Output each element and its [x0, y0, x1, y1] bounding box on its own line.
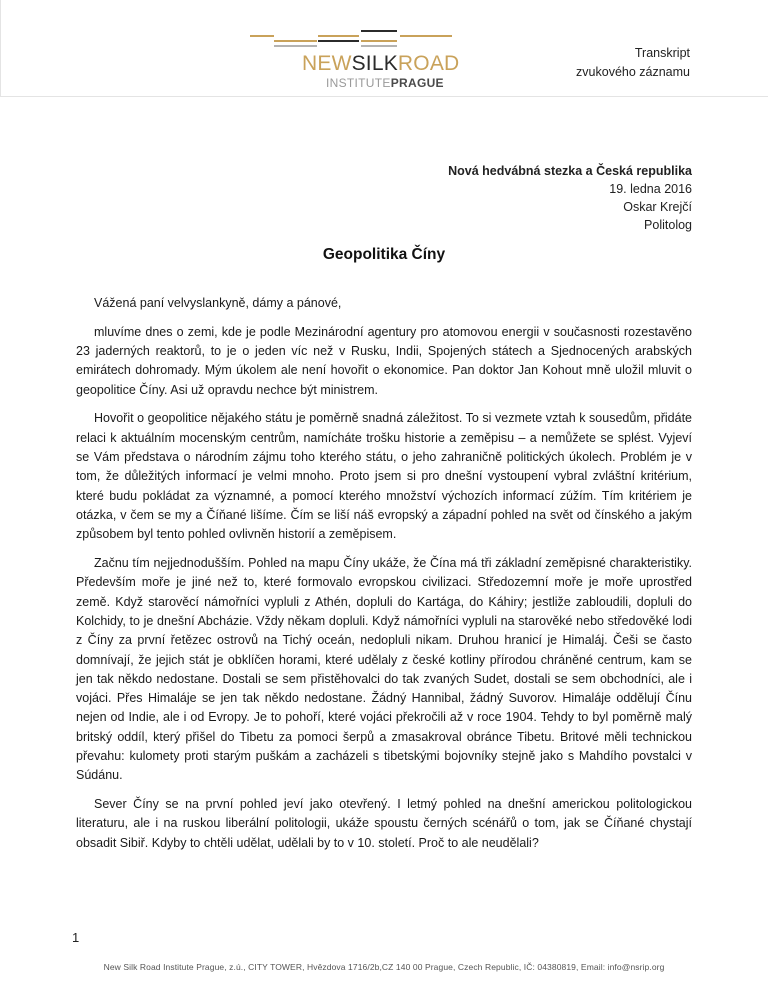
logo-subtitle: INSTITUTEPRAGUE	[326, 76, 444, 90]
logo-wordmark: NEWSILKROAD	[302, 52, 460, 75]
doc-type-line2: zvukového záznamu	[576, 65, 690, 79]
logo-lines-icon	[250, 28, 470, 50]
page-number: 1	[72, 930, 80, 945]
paragraph: Vážená paní velvyslankyně, dámy a pánové,	[94, 296, 342, 310]
speaker-role: Politolog	[644, 218, 692, 232]
paragraph: mluvíme dnes o zemi, kde je podle Mezinárodní agentury pro atomovou energii v současnosti rozestavěno 23 jaderných reaktorů, to je o jeden víc než v Rusku, Indii, Spojených státech a Sjednocených arabských emirátech dohromady. Mým úkolem ale není hovořit o ekonomice. Pan doktor Jan Kohout mně uložil mluvit o geopolitice Číny. Asi už opravdu nechce být ministrem.	[76, 324, 692, 397]
paragraph: Sever Číny se na první pohled jeví jako otevřený. I letmý pohled na dnešní americkou politologickou literaturu, ale i na ruskou liberální politologii, ukáže spoustu černých scénářů o tom, jak se Číňané chystají obsadit Sibiř. Kdyby to chtěli udělat, udělali by to v 10. století. Proč to ale neudělali?	[76, 797, 692, 850]
speaker-name: Oskar Krejčí	[623, 200, 692, 214]
event-date: 19. ledna 2016	[609, 182, 692, 196]
logo	[250, 28, 470, 90]
event-title: Nová hedvábná stezka a Česká republika	[448, 164, 692, 178]
page-title: Geopolitika Číny	[322, 246, 446, 263]
paragraph: Začnu tím nejjednodušším. Pohled na mapu Číny ukáže, že Čína má tři základní zeměpisné charakteristiky. Především moře je jiné než to, které formovalo evropskou civilizaci. Středozemní moře je moře uprostřed země. Když starověcí námořníci vypluli z Athén, dopluli do Kartága, do Káhiry; jestliže zabloudili, dopluli do Kolchidy, to je dnešní Abcházie. Vždy někam dopluli. Když námořníci vypluli na starověké nebo středověké lodi z Číny za první řetězec ostrovů na Tichý oceán, nedopluli nikam. Druhou hranicí je Himaláj. Češi se často domnívají, že jejich stát je obklíčen horami, které udělaly z české kotliny přírodou chráněné centrum, kam se jen tak někdo nedostane. Dostali se sem přistěhovalci do tak zvaných Sudet, dostali se sem obchodníci, ale i vojáci. Přes Himaláje se jen tak někdo nedostane. Žádný Hannibal, žádný Suvorov. Himaláje oddělují Čínu nejen od Indie, ale i od Evropy. Je to pohoří, které vojáci překročili až v roce 1904. Tehdy to byl poměrně malý britský oddíl, který přišel do Tibetu za pomoci šerpů a zmasakroval obránce Tibetu. Britové měli technickou převahu: kulomety proti starým puškám a zacházeli s tibetskými bojovníky stejně jako s Mahdího povstalci v Súdánu.	[76, 556, 692, 783]
doc-type-line1: Transkript	[634, 46, 690, 60]
document-meta	[448, 162, 692, 234]
document-type	[576, 44, 690, 82]
paragraph: Hovořit o geopolitice nějakého státu je poměrně snadná záležitost. To si vezmete vztah k sousedům, přidáte relaci k aktuálním mocenským centrům, namícháte trošku historie a zeměpisu – a nemůžete se splést. Vyjeví se Vám představa o národním zájmu toho kterého státu, o jeho zahraničně politických úkolech. Problém je v tom, že důležitých informací je velmi mnoho. Proto jsem si pro dnešní vystoupení vybral zvláštní kritérium, které budu pokládat za významné, a pomocí kterého množství výchozích informací zúžím. Tím kritériem je otázka, v čem se my a Číňané lišíme. Čím se liší náš evropský a západní pohled na svět od čínského a jakým způsobem byl tento pohled ovlivněn historií a zeměpisem.	[76, 411, 692, 542]
footer-address: New Silk Road Institute Prague, z.ú., CITY TOWER, Hvězdova 1716/2b,CZ 140 00 Prague, Czech Republic, IČ: 04380819, Email: info@nsrip.org	[103, 962, 665, 972]
document-body	[76, 294, 692, 863]
